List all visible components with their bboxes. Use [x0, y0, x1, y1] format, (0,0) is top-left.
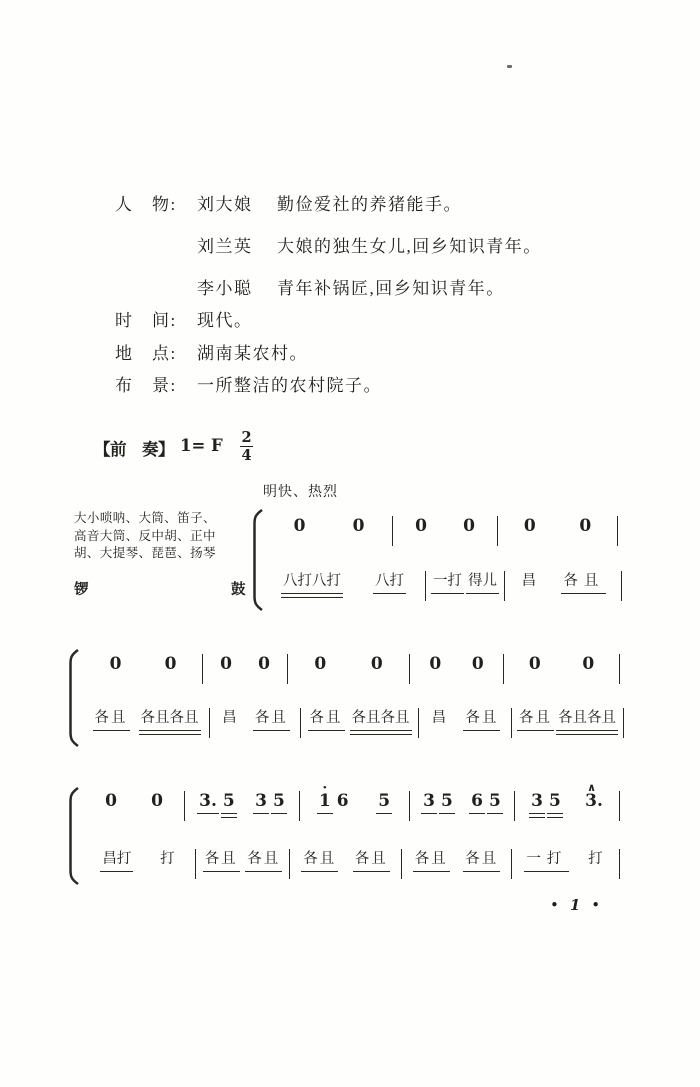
- note: [576, 516, 594, 537]
- beat-unit: [375, 791, 393, 812]
- note-text: 昌: [431, 710, 449, 726]
- beat-unit: [576, 516, 594, 537]
- note: [252, 708, 291, 728]
- beat-unit: [107, 654, 125, 675]
- note: [519, 571, 542, 591]
- duration-underline: [203, 871, 240, 873]
- measure: [84, 654, 203, 684]
- beat-unit: [350, 516, 368, 537]
- note: [334, 791, 352, 812]
- measure: [203, 654, 288, 684]
- note-text: 6: [471, 791, 483, 811]
- note-text: 八打: [375, 573, 404, 589]
- duration-underline: [376, 813, 392, 815]
- note: [465, 571, 500, 591]
- beat-unit: [368, 654, 386, 675]
- note-text: 0: [352, 516, 365, 536]
- beat-unit: [202, 849, 241, 869]
- note-text: 0: [370, 654, 383, 674]
- note-text: 0: [151, 791, 163, 811]
- note: [350, 516, 368, 537]
- note: [99, 849, 134, 869]
- info-label: 布 景:: [115, 376, 177, 395]
- note-text: 1: [318, 791, 331, 811]
- note-text: 一打: [526, 851, 568, 867]
- info-row-set: [115, 374, 382, 398]
- note-text: 0: [463, 516, 475, 536]
- info-row-place: [115, 342, 308, 366]
- note-text: 各且: [465, 710, 499, 726]
- measure: [419, 708, 512, 738]
- cast-desc: 勤俭爱社的养猪能手。: [277, 195, 462, 214]
- note: [469, 654, 487, 675]
- duration-underline: [139, 730, 201, 732]
- duration-underline: [463, 871, 500, 873]
- duration-underline: [197, 813, 219, 815]
- percussion-row: [84, 708, 620, 738]
- measure: [393, 516, 498, 546]
- beat-unit: [157, 849, 180, 869]
- note: [372, 571, 407, 591]
- info-row-time: [115, 309, 253, 333]
- duration-underline: [301, 871, 338, 873]
- measure: [196, 849, 290, 879]
- info-label: 地 点:: [115, 344, 177, 363]
- melody-row: [266, 516, 618, 546]
- duration-underline: [281, 593, 343, 595]
- beat-unit: [244, 849, 283, 869]
- note-text: 0: [109, 654, 122, 674]
- beat-unit: [138, 708, 202, 728]
- note: [526, 654, 544, 675]
- duration-underline: [466, 593, 499, 595]
- note: [244, 849, 283, 869]
- print-speck: [507, 65, 512, 68]
- note-text: 6: [336, 791, 349, 811]
- measure: [512, 708, 624, 738]
- beat-unit: [519, 571, 542, 591]
- note: [352, 849, 391, 869]
- tempo-marking: 明快、热烈: [263, 485, 338, 500]
- info-value: 一所整洁的农村院子。: [197, 376, 382, 395]
- note: [291, 516, 309, 537]
- duration-underline: [556, 734, 618, 736]
- note: [426, 654, 444, 675]
- info-label: 时 间:: [115, 311, 177, 330]
- note: [438, 791, 456, 812]
- measure: [266, 516, 393, 546]
- note: [460, 516, 478, 537]
- duration-underline: [524, 871, 569, 873]
- beat-unit: [420, 791, 456, 812]
- note: [579, 654, 597, 675]
- note-text: 得儿: [468, 573, 497, 589]
- measure: [300, 782, 410, 821]
- duration-underline: [556, 730, 618, 732]
- note: [300, 849, 339, 869]
- note-text: 5: [548, 791, 561, 811]
- note: [375, 791, 393, 812]
- beat-unit: [412, 849, 451, 869]
- note: [219, 708, 242, 728]
- prelude-title: 【前 奏】: [94, 440, 174, 459]
- note: [516, 708, 555, 728]
- note-text: 打: [160, 851, 177, 867]
- page-number: [550, 896, 600, 914]
- measure: [262, 571, 426, 601]
- note: [486, 791, 504, 812]
- note-text: 各且: [563, 573, 605, 589]
- measure: [84, 791, 185, 821]
- note-text: 0: [314, 654, 327, 674]
- note: [107, 654, 125, 675]
- note: [582, 781, 606, 812]
- duration-underline: [350, 730, 412, 732]
- duration-underline: [253, 730, 290, 732]
- note: [252, 791, 270, 812]
- measure: [301, 708, 419, 738]
- duration-underline: [350, 734, 412, 736]
- note-text: 各且各且: [140, 710, 199, 726]
- key-signature: 1= F: [180, 436, 223, 455]
- note-text: 5: [222, 791, 235, 811]
- time-signature: [240, 431, 253, 462]
- measure: [498, 516, 618, 546]
- measure: [504, 654, 620, 684]
- note-text: 打: [588, 851, 605, 867]
- instruments-line: 大小唢呐、大筒、笛子、: [74, 511, 216, 525]
- beat-unit: [372, 571, 407, 591]
- note-text: 3: [423, 791, 435, 811]
- beat-unit: [300, 849, 339, 869]
- note-text: 0: [582, 654, 595, 674]
- note-text: 3: [255, 791, 267, 811]
- note: [368, 654, 386, 675]
- note-text: 一打: [433, 573, 462, 589]
- note: [560, 571, 607, 591]
- note-text: 5: [272, 791, 285, 811]
- note: [555, 708, 619, 728]
- note-text: 0: [523, 516, 536, 536]
- melody-row: [84, 654, 620, 684]
- note: [280, 571, 344, 591]
- note-text: 各且: [303, 851, 337, 867]
- measure: [512, 849, 620, 879]
- cast-desc: 青年补锅匠,回乡知识青年。: [277, 279, 505, 298]
- note-text: 各且: [94, 710, 128, 726]
- beat-unit: [462, 708, 501, 728]
- duration-underline: [439, 813, 455, 815]
- measure: [84, 708, 210, 738]
- note-text: 0: [528, 654, 541, 674]
- beat-unit: [460, 516, 478, 537]
- duration-underline: [253, 813, 269, 815]
- info-value: 湖南某农村。: [197, 344, 308, 363]
- note-text: 各且: [354, 851, 388, 867]
- note-text: 5: [441, 791, 453, 811]
- note: [162, 654, 180, 675]
- note-text: 5: [489, 791, 501, 811]
- beat-unit: [579, 654, 597, 675]
- note-text: 0: [429, 654, 442, 674]
- note-text: 各且: [519, 710, 552, 726]
- beat-unit: [523, 849, 570, 869]
- note: [148, 791, 166, 812]
- note-text: 各且各且: [558, 710, 616, 726]
- note: [138, 708, 202, 728]
- note: [349, 708, 413, 728]
- beat-unit: [255, 654, 273, 675]
- duration-underline: [93, 730, 130, 732]
- note: [307, 708, 346, 728]
- cast-name: 刘大娘: [197, 195, 253, 214]
- duration-underline: [547, 817, 563, 819]
- note-text: 各且: [247, 851, 281, 867]
- duration-underline: [487, 813, 503, 815]
- meter-denominator: 4: [241, 446, 252, 464]
- cast-name: 刘兰英: [197, 237, 253, 256]
- note-text: 各且各且: [351, 710, 410, 726]
- note: [462, 849, 501, 869]
- info-value: 现代。: [197, 311, 253, 330]
- note-text: 各且: [204, 851, 238, 867]
- note: [220, 791, 238, 812]
- beat-unit: [465, 571, 500, 591]
- duration-underline: [561, 593, 606, 595]
- beat-unit: [291, 516, 309, 537]
- note: [523, 849, 570, 869]
- beat-unit: [516, 708, 555, 728]
- instruments-list: [74, 510, 216, 563]
- measure: [410, 654, 504, 684]
- duration-underline: [317, 813, 333, 815]
- beat-unit: [219, 708, 242, 728]
- beat-unit: [429, 708, 452, 728]
- note-text: 各且: [309, 710, 343, 726]
- accent-mark-icon: ∧: [587, 781, 597, 794]
- system-bracket-icon: [66, 787, 80, 885]
- beat-unit: [555, 708, 619, 728]
- beat-unit: [585, 849, 608, 869]
- measure: [290, 849, 402, 879]
- note: [462, 708, 501, 728]
- note: [202, 849, 241, 869]
- note: [255, 654, 273, 675]
- beat-unit: [462, 849, 501, 869]
- note: [546, 791, 564, 812]
- measure: [426, 571, 505, 601]
- cast-name: 李小聪: [197, 279, 253, 298]
- note-text: 各且: [414, 851, 448, 867]
- note-text: 0: [415, 516, 427, 536]
- duration-underline: [373, 593, 406, 595]
- duration-underline: [463, 730, 500, 732]
- beat-unit: [196, 791, 238, 812]
- beat-unit: [162, 654, 180, 675]
- note-text: 昌: [521, 573, 539, 589]
- note: [429, 708, 452, 728]
- system-bracket-icon: [66, 649, 80, 747]
- beat-unit: [252, 791, 288, 812]
- note-text: 0: [579, 516, 592, 536]
- duration-underline: [421, 813, 437, 815]
- duration-underline: [353, 871, 390, 873]
- cast-desc: 大娘的独生女儿,回乡知识青年。: [277, 237, 542, 256]
- percussion-row: [84, 849, 620, 879]
- beat-unit: [521, 516, 539, 537]
- gong-label: 锣: [74, 582, 89, 598]
- instruments-line: 高音大筒、反中胡、正中: [74, 528, 216, 543]
- meter-numerator: 2: [241, 429, 252, 446]
- beat-unit: [217, 654, 235, 675]
- note: [157, 849, 180, 869]
- note: [311, 654, 329, 675]
- octave-dot-icon: •: [322, 782, 327, 794]
- note-text: 3: [531, 791, 543, 811]
- measure: [410, 791, 515, 821]
- drum-label: 鼓: [231, 582, 246, 598]
- percussion-row: [262, 571, 618, 601]
- beat-unit: [526, 654, 544, 675]
- beat-unit: [349, 708, 413, 728]
- note-text: 0: [220, 654, 232, 674]
- note: [316, 782, 334, 812]
- beat-unit: [352, 849, 391, 869]
- duration-underline: [547, 813, 563, 815]
- note: [585, 849, 608, 869]
- note: [92, 708, 131, 728]
- note: [102, 791, 120, 812]
- note-text: 昌: [222, 710, 239, 726]
- beat-unit: [102, 791, 120, 812]
- beat-unit: [469, 654, 487, 675]
- beat-unit: [307, 708, 346, 728]
- beat-unit: [316, 782, 352, 812]
- beat-unit: [412, 516, 430, 537]
- note: [521, 516, 539, 537]
- duration-underline: [308, 730, 345, 732]
- measure: [402, 849, 512, 879]
- note-text: 八打八打: [283, 573, 341, 589]
- beat-unit: [468, 791, 504, 812]
- page-number-dot: •: [550, 896, 559, 914]
- duration-underline: [517, 730, 554, 732]
- note: [196, 791, 220, 812]
- beat-unit: [92, 708, 131, 728]
- note-text: 0: [258, 654, 270, 674]
- beat-unit: [582, 781, 606, 812]
- duration-underline: [431, 593, 464, 595]
- note-text: 5: [378, 791, 391, 811]
- cast-label: 人 物:: [115, 195, 177, 214]
- duration-underline: [139, 734, 201, 736]
- duration-underline: [529, 817, 545, 819]
- note-text: 0: [105, 791, 117, 811]
- beat-unit: [252, 708, 291, 728]
- note: [270, 791, 288, 812]
- measure: [185, 791, 300, 821]
- beat-unit: [430, 571, 465, 591]
- note: [420, 791, 438, 812]
- note-text: 0: [471, 654, 484, 674]
- duration-underline: [529, 813, 545, 815]
- beat-unit: [99, 849, 134, 869]
- beat-unit: [148, 791, 166, 812]
- measure: [210, 708, 301, 738]
- beat-unit: [560, 571, 607, 591]
- instruments-line: 胡、大提琴、琵琶、扬琴: [74, 546, 216, 560]
- beat-unit: [528, 791, 564, 812]
- note: [412, 849, 451, 869]
- measure: [515, 781, 620, 821]
- note: [528, 791, 546, 812]
- page-number-value: 1: [569, 896, 581, 914]
- note-text: 0: [164, 654, 177, 674]
- note-text: 3.: [585, 791, 603, 811]
- note: [430, 571, 465, 591]
- beat-unit: [311, 654, 329, 675]
- beat-unit: [280, 571, 344, 591]
- measure: [288, 654, 410, 684]
- duration-underline: [221, 817, 237, 819]
- melody-row: [84, 781, 620, 821]
- note-text: 昌打: [102, 851, 132, 867]
- beat-unit: [426, 654, 444, 675]
- duration-underline: [245, 871, 282, 873]
- note-text: 3.: [199, 791, 217, 811]
- duration-underline: [271, 813, 287, 815]
- note-text: 0: [293, 516, 306, 536]
- duration-underline: [469, 813, 485, 815]
- duration-underline: [281, 597, 343, 599]
- measure: [505, 571, 622, 601]
- duration-underline: [221, 813, 237, 815]
- page-number-dot: •: [591, 896, 601, 914]
- measure: [84, 849, 196, 879]
- note-text: 各且: [465, 851, 499, 867]
- note: [468, 791, 486, 812]
- note: [412, 516, 430, 537]
- note: [217, 654, 235, 675]
- duration-underline: [100, 871, 133, 873]
- note-text: 各且: [254, 710, 288, 726]
- duration-underline: [413, 871, 450, 873]
